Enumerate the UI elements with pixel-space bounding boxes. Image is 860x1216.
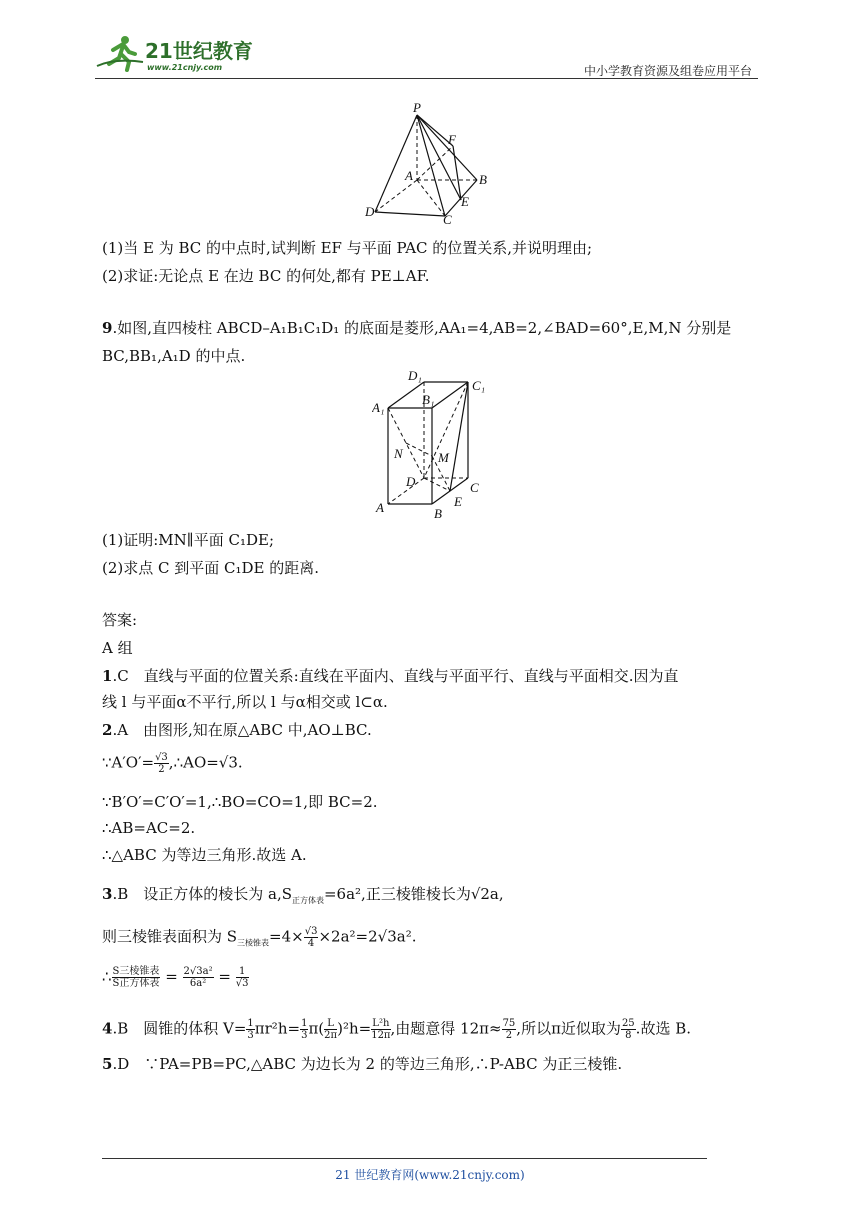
label-D1: D₁ <box>408 368 422 383</box>
label-B: B <box>479 172 487 187</box>
fraction: $\frac{\text{S三棱锥表}}{\text{S正方体表}}$ <box>112 966 160 989</box>
answer-5-line: 5.D ∵PA=PB=PC,△ABC 为边长为 2 的等边三角形,∴P-ABC 为正三棱锥. <box>102 1055 623 1073</box>
q9-text1: .如图,直四棱柱 ABCD–A₁B₁C₁D₁ 的底面是菱形,AA₁=4,AB=2,∠BAD=60°,E,M,N 分别是 <box>112 319 732 337</box>
label-F: F <box>448 132 456 147</box>
label-B: B <box>434 506 442 520</box>
fraction: $\frac{1}{3}$ <box>247 1018 254 1041</box>
answer-3-line2: 则三棱锥表面积为 $S_{三棱锥表}=4\times$ $\frac{√3}{4}$ ×2a²=2√3a². <box>102 926 417 949</box>
label-E: E <box>461 194 469 209</box>
label-C: C <box>470 480 479 495</box>
answer-1-line2: 线 l 与平面α不平行,所以 l 与α相交或 l⊂α. <box>102 693 388 711</box>
fraction: $\frac{75}{2}$ <box>502 1018 516 1041</box>
answers-heading: 答案: <box>102 611 138 629</box>
label-M: M <box>438 450 449 465</box>
fraction: $\frac{25}{8}$ <box>621 1018 635 1041</box>
pyramid-figure <box>365 100 495 225</box>
label-C: C <box>443 212 452 225</box>
logo-text: 21世纪教育 <box>145 39 253 63</box>
answer-2-line4: ∴AB=AC=2. <box>102 819 196 837</box>
label-A1: A₁ <box>372 400 385 415</box>
answer-1-number: 1 <box>102 667 113 685</box>
prism-figure <box>372 368 492 520</box>
answer-2-line2: ∵A′O′= $\frac{√3}{2}$ ,∴AO=√3. <box>102 752 243 775</box>
logo-url: www.21cnjy.com <box>147 63 223 72</box>
q9-part1: (1)证明:MN∥平面 C₁DE; <box>102 531 275 549</box>
label-E: E <box>454 494 462 509</box>
answer-2-line1: 2.A 由图形,知在原△ABC 中,AO⊥BC. <box>102 721 372 739</box>
header-rule <box>95 78 758 79</box>
fraction: $\frac{1}{3}$ <box>301 1018 308 1041</box>
q9-line2: BC,BB₁,A₁D 的中点. <box>102 347 246 365</box>
label-A: A <box>405 168 413 183</box>
answer-4-line: 4.B 圆锥的体积 V= $\frac{1}{3}$ πr²h= $\frac{1}{3}$ π( $\frac{L}{2\pi}$ )²h= $\frac{\text{L²h}}{12\pi}$ ,由题意得 12π≈ $\frac{75}{2}$ ,所以π近似取为 $\frac{25}{8}$ .故选 B. <box>102 1018 691 1041</box>
label-D: D <box>365 204 375 219</box>
label-C1: C₁ <box>472 378 486 393</box>
fraction: $\frac{1}{√3}$ <box>235 966 249 989</box>
answer-2-line3: ∵B′O′=C′O′=1,∴BO=CO=1,即 BC=2. <box>102 793 378 811</box>
site-title: 中小学教育资源及组卷应用平台 <box>583 64 752 78</box>
answer-5-number: 5 <box>102 1055 113 1073</box>
site-logo <box>95 32 265 72</box>
q9-part2: (2)求点 C 到平面 C₁DE 的距离. <box>102 559 320 577</box>
footer-rule <box>102 1158 707 1159</box>
answer-2-number: 2 <box>102 721 113 739</box>
answer-3-number: 3 <box>102 885 113 903</box>
label-A: A <box>376 500 384 515</box>
q8-part1: (1)当 E 为 BC 的中点时,试判断 EF 与平面 PAC 的位置关系,并说明理由; <box>102 239 593 257</box>
q9-line1 <box>102 318 731 338</box>
fraction: $\frac{\text{2√3a²}}{\text{6a²}}$ <box>183 966 213 989</box>
page-footer: 21 世纪教育网(www.21cnjy.com) <box>335 1168 525 1182</box>
label-P: P <box>413 100 421 115</box>
answers-group: A 组 <box>102 639 133 657</box>
label-N: N <box>394 446 403 461</box>
label-B1: B₁ <box>422 392 435 407</box>
answer-3-line1: 3.B 设正方体的棱长为 $a,S_{正方体表}=6a^2$,正三棱锥棱长为√2a, <box>102 885 504 905</box>
q8-part2: (2)求证:无论点 E 在边 BC 的何处,都有 PE⊥AF. <box>102 267 430 285</box>
label-D: D <box>406 474 416 489</box>
answer-3-line3: ∴ $\frac{\text{S三棱锥表}}{\text{S正方体表}}$ = $\frac{\text{2√3a²}}{\text{6a²}}$ = $\frac{1}{√3}$ <box>102 966 249 989</box>
q9-number: 9 <box>102 319 113 337</box>
fraction: $\frac{√3}{2}$ <box>155 752 168 775</box>
answer-2-line5: ∴△ABC 为等边三角形.故选 A. <box>102 846 307 864</box>
runner-icon <box>97 36 143 70</box>
fraction: $\frac{√3}{4}$ <box>304 926 318 949</box>
answer-1-line1: 1.C 直线与平面的位置关系:直线在平面内、直线与平面平行、直线与平面相交.因为直 <box>102 667 679 685</box>
answer-4-number: 4 <box>102 1019 113 1038</box>
fraction: $\frac{L}{2\pi}$ <box>324 1018 338 1041</box>
fraction: $\frac{\text{L²h}}{12\pi}$ <box>371 1018 391 1041</box>
page-header <box>95 30 758 80</box>
